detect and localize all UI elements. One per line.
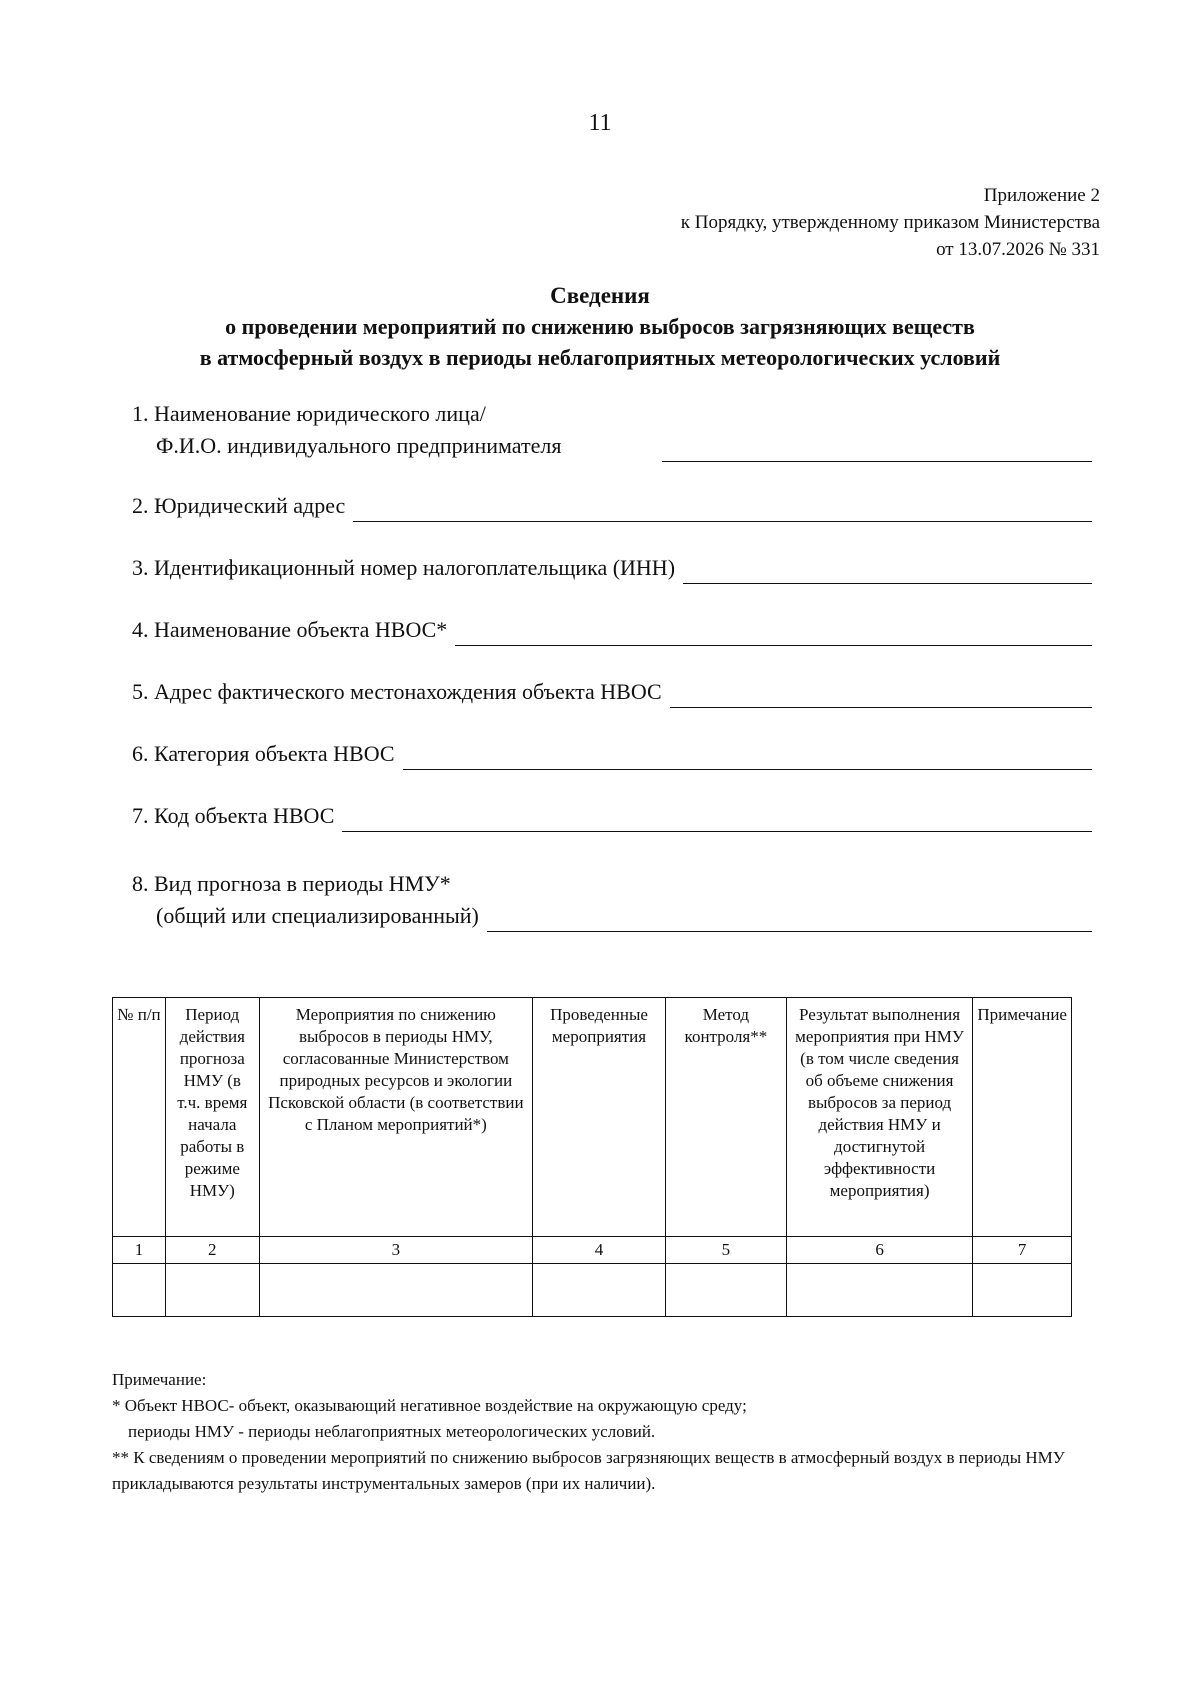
field-6-object-category xyxy=(132,738,1092,770)
table-cell[interactable] xyxy=(532,1264,665,1317)
table-cell[interactable] xyxy=(973,1264,1072,1317)
header-result: Результат выполнения мероприятия при НМУ (в том числе сведения об объеме снижения выбросов за период действия НМУ и достигнутой эффективности мероприятия) xyxy=(786,998,973,1237)
appendix-header xyxy=(681,182,1100,263)
note-3: ** К сведениям о проведении мероприятий по снижению выбросов загрязняющих веществ в атмосферный воздух в периоды НМУ прикладываются результаты инструментальных замеров (при их наличии). xyxy=(112,1448,1065,1493)
field-5-input-line[interactable] xyxy=(670,685,1092,708)
field-7-object-code xyxy=(132,800,1092,832)
document-title xyxy=(0,280,1200,373)
field-1-label-line-2: Ф.И.О. индивидуального предпринимателя xyxy=(156,433,562,458)
field-2-input-line[interactable] xyxy=(353,499,1092,522)
column-number-6: 6 xyxy=(786,1237,973,1264)
field-4-input-line[interactable] xyxy=(455,623,1092,646)
field-7-input-line[interactable] xyxy=(342,809,1092,832)
header-forecast-period: Период действия прогноза НМУ (в т.ч. время начала работы в режиме НМУ) xyxy=(165,998,259,1237)
field-6-input-line[interactable] xyxy=(403,747,1092,770)
notes-heading: Примечание: xyxy=(112,1370,207,1389)
field-4-label: 4. Наименование объекта НВОС* xyxy=(132,617,448,642)
table-row xyxy=(113,1264,1072,1317)
field-7-label: 7. Код объекта НВОС xyxy=(132,803,335,828)
column-number-5: 5 xyxy=(666,1237,787,1264)
field-1-input-line[interactable] xyxy=(662,439,1092,462)
title-line-2: в атмосферный воздух в периоды неблагоприятных метеорологических условий xyxy=(199,345,1001,370)
field-3-label: 3. Идентификационный номер налогоплательщика (ИНН) xyxy=(132,555,676,580)
appendix-line-2: к Порядку, утвержденному приказом Министерства xyxy=(680,212,1100,233)
column-number-2: 2 xyxy=(165,1237,259,1264)
field-2-label: 2. Юридический адрес xyxy=(132,493,346,518)
field-1-label-line-1: 1. Наименование юридического лица/ xyxy=(132,401,486,426)
field-3-inn xyxy=(132,552,1092,584)
appendix-line-3: от 13.07.2026 № 331 xyxy=(936,239,1100,260)
column-number-3: 3 xyxy=(259,1237,532,1264)
field-5-label: 5. Адрес фактического местонахождения объекта НВОС xyxy=(132,679,662,704)
title-line-1: о проведении мероприятий по снижению выбросов загрязняющих веществ xyxy=(225,314,975,339)
column-number-7: 7 xyxy=(973,1237,1072,1264)
field-6-label: 6. Категория объекта НВОС xyxy=(132,741,395,766)
field-3-input-line[interactable] xyxy=(683,561,1092,584)
field-2-legal-address xyxy=(132,490,1092,522)
field-8-label-line-2: (общий или специализированный) xyxy=(156,903,479,928)
note-2: периоды НМУ - периоды неблагоприятных метеорологических условий. xyxy=(128,1422,656,1441)
field-5-object-address xyxy=(132,676,1092,708)
field-8-forecast-type xyxy=(132,868,1092,932)
table-cell[interactable] xyxy=(259,1264,532,1317)
note-1: * Объект НВОС- объект, оказывающий негативное воздействие на окружающую среду; xyxy=(112,1396,747,1415)
header-number: № п/п xyxy=(113,998,166,1237)
field-8-label-line-1: 8. Вид прогноза в периоды НМУ* xyxy=(132,871,451,896)
measures-table xyxy=(112,997,1072,1317)
title-heading: Сведения xyxy=(550,283,650,308)
appendix-line-1: Приложение 2 xyxy=(983,185,1100,206)
table-cell[interactable] xyxy=(165,1264,259,1317)
table-cell[interactable] xyxy=(113,1264,166,1317)
header-performed-measures: Проведенные мероприятия xyxy=(532,998,665,1237)
table-row xyxy=(113,1237,1072,1264)
column-number-4: 4 xyxy=(532,1237,665,1264)
header-agreed-measures: Мероприятия по снижению выбросов в периоды НМУ, согласованные Министерством природных ресурсов и экологии Псковской области (в соответствии с Планом мероприятий*) xyxy=(259,998,532,1237)
field-8-input-line[interactable] xyxy=(487,909,1092,932)
field-1-legal-name xyxy=(132,398,1092,462)
table-cell[interactable] xyxy=(666,1264,787,1317)
field-4-object-name xyxy=(132,614,1092,646)
header-note: Примечание xyxy=(973,998,1072,1237)
notes-section xyxy=(112,1367,1072,1497)
column-number-1: 1 xyxy=(113,1237,166,1264)
table-cell[interactable] xyxy=(786,1264,973,1317)
page-number: 11 xyxy=(588,110,612,136)
header-control-method: Метод контроля** xyxy=(666,998,787,1237)
table-header-row xyxy=(113,998,1072,1237)
